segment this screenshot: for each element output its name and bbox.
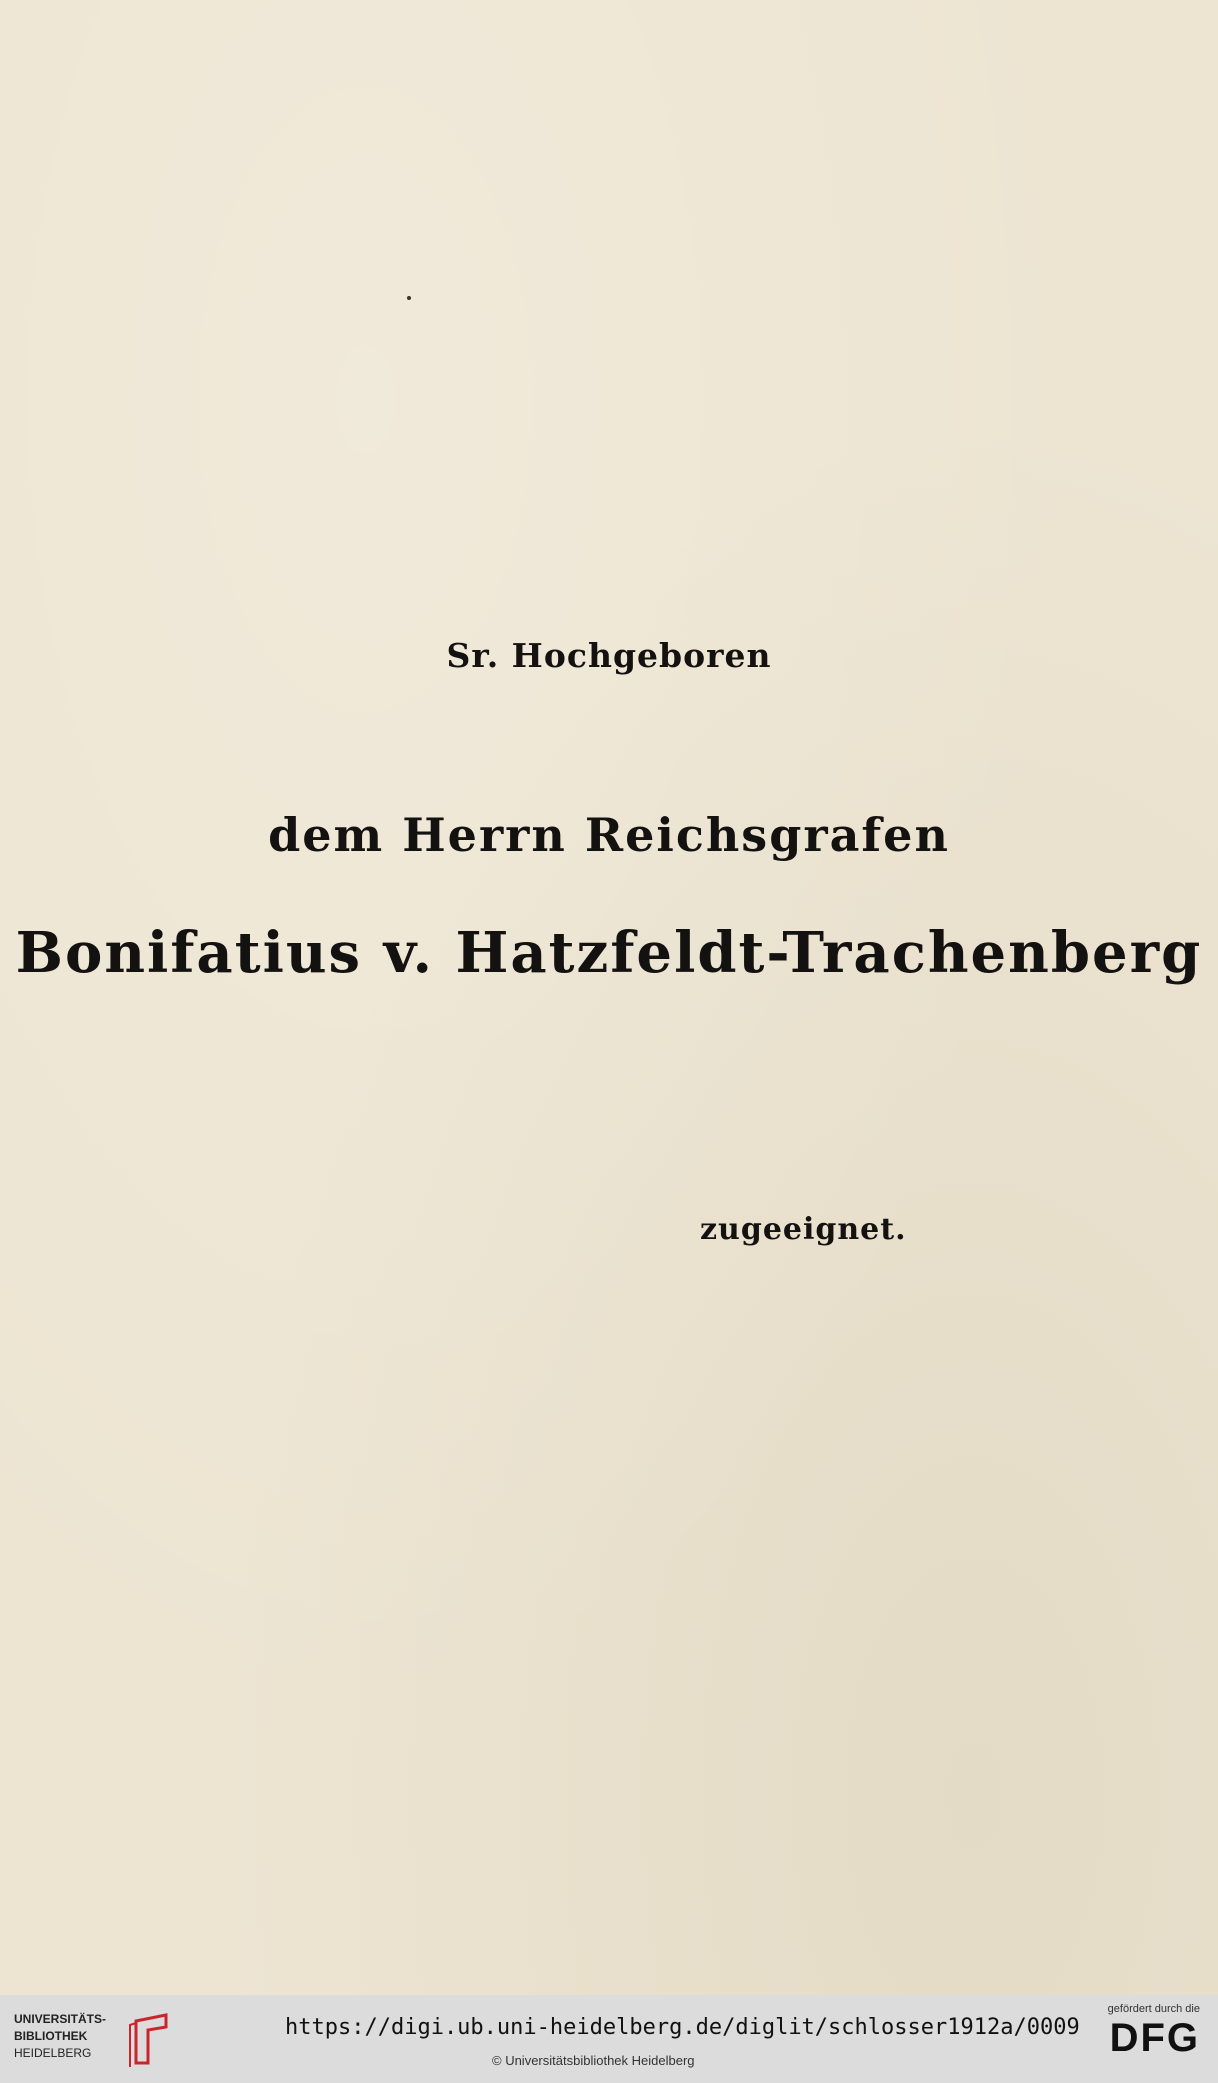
dedication-name: Bonifatius v. Hatzfeldt-Trachenberg xyxy=(15,920,1203,986)
dedication-title: dem Herrn Reichsgrafen xyxy=(268,808,950,862)
viewer-footer xyxy=(0,1995,1218,2083)
library-name xyxy=(14,2011,106,2062)
library-mark-icon xyxy=(126,2013,172,2069)
library-name-line1: UNIVERSITÄTS- xyxy=(14,2012,107,2026)
ink-speck xyxy=(407,296,411,300)
library-name-line2: BIBLIOTHEK xyxy=(14,2029,88,2043)
copyright-notice: © Universitätsbibliothek Heidelberg xyxy=(492,2053,695,2068)
dedication-honorific: Sr. Hochgeboren xyxy=(446,636,772,675)
dedication-closing: zugeeignet. xyxy=(700,1212,907,1247)
permalink-url[interactable]: https://digi.ub.uni-heidelberg.de/diglit/schlosser1912a/0009 xyxy=(285,2015,1080,2040)
sponsor-block[interactable] xyxy=(1070,2003,1200,2061)
library-logo[interactable] xyxy=(14,2011,174,2071)
dfg-logo: DFG xyxy=(1109,2016,1200,2060)
library-name-line3: HEIDELBERG xyxy=(14,2046,92,2060)
sponsor-label: gefördert durch die xyxy=(1107,2003,1200,2015)
